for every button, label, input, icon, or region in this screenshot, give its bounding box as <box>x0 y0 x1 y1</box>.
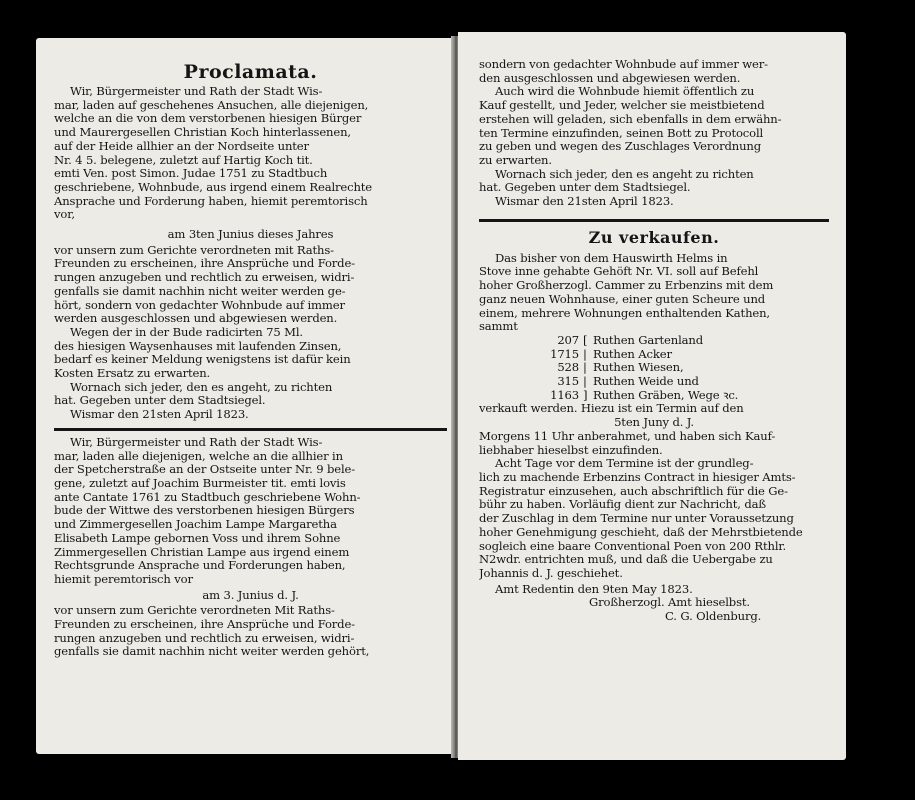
notice1-paragraph3 <box>54 381 447 408</box>
continued-text <box>479 58 829 85</box>
text-line: Registratur einzusehen, auch abschriftlich für die Ge- <box>479 484 788 498</box>
list-item <box>479 334 829 348</box>
item-quantity: 1163 <box>550 387 579 402</box>
text-line: Zimmergesellen Christian Lampe aus irgend einem <box>54 545 350 559</box>
text-line: bühr zu haben. Vorläufig dient zur Nachricht, daß <box>479 498 766 512</box>
bracket-icon: | <box>583 360 587 375</box>
sale-intro <box>479 252 829 334</box>
text-line: auf der Heide allhier an der Nordseite unter <box>54 139 309 153</box>
text-line: zu erwarten. <box>479 153 552 167</box>
text-line: rungen anzugeben und rechtlich zu erweisen, widri- <box>54 271 355 285</box>
sale-paragraph3 <box>479 457 829 580</box>
text-line: hat. Gegeben unter dem Stadtsiegel. <box>54 394 266 408</box>
text-line: mar, laden alle diejenigen, welche an die allhier in <box>54 449 343 463</box>
text-line: des hiesigen Waysenhauses mit laufenden Zinsen, <box>54 339 342 353</box>
text-line: geschriebene, Wohnbude, aus irgend einem Realrechte <box>54 180 373 194</box>
text-line: ante Cantate 1761 zu Stadtbuch geschriebene Wohn- <box>54 490 361 504</box>
text-line: den ausgeschlossen und abgewiesen werden. <box>479 71 741 85</box>
item-description: Ruthen Acker <box>593 346 672 361</box>
section-divider <box>54 428 447 431</box>
left-page <box>36 38 454 754</box>
notice1-signature: Wismar den 21sten April 1823. <box>70 408 249 422</box>
text-line: Ansprache und Forderung haben, hiemit peremtorisch <box>54 194 368 208</box>
text-line: genfalls sie damit nachhin nicht weiter werden gehört, <box>54 645 370 659</box>
bracket-icon: [ <box>583 332 588 347</box>
notice1-continuation <box>54 244 447 326</box>
text-line: Das bisher von dem Hauswirth Helms in <box>495 251 728 265</box>
right-column <box>479 58 829 624</box>
text-line: einem, mehrere Wohnungen enthaltenden Kathen, <box>479 306 770 320</box>
text-line: Auch wird die Wohnbude hiemit öffentlich zu <box>495 85 755 99</box>
left-column <box>54 38 447 659</box>
text-line: vor unsern zum Gerichte verordneten Mit Raths- <box>54 604 335 618</box>
sale-signature-date: Amt Redentin den 9ten May 1823. <box>495 582 693 596</box>
sale-title: Zu verkaufen. <box>588 227 720 247</box>
bracket-icon: ] <box>583 387 588 402</box>
text-line: genfalls sie damit nachhin nicht weiter werden ge- <box>54 284 346 298</box>
text-line: Wir, Bürgermeister und Rath der Stadt Wis- <box>70 435 323 449</box>
notice1-date: am 3ten Junius dieses Jahres <box>167 228 334 242</box>
text-line: sogleich eine baare Conventional Poen von 200 Rthlr. <box>479 539 787 553</box>
text-line: Rechtsgrunde Ansprache und Forderungen haben, <box>54 559 346 573</box>
text-line: sondern von gedachter Wohnbude auf immer wer- <box>479 58 768 71</box>
text-line: mar, laden auf geschehenes Ansuchen, alle diejenigen, <box>54 98 369 112</box>
text-line: Freunden zu erscheinen, ihre Ansprüche und Forde- <box>54 618 355 632</box>
notice2-continuation <box>54 604 447 659</box>
text-line: welche an die von dem verstorbenen hiesigen Bürger <box>54 112 362 126</box>
text-line: liebhaber hieselbst einzufinden. <box>479 443 663 457</box>
text-line: sammt <box>479 320 518 334</box>
text-line: Kauf gestellt, und Jeder, welcher sie meistbietend <box>479 99 765 113</box>
text-line: bedarf es keiner Meldung wenigstens ist dafür kein <box>54 353 351 367</box>
text-line: N2wdr. entrichten muß, und daß die Uebergabe zu <box>479 553 773 567</box>
text-line: Acht Tage vor dem Termine ist der grundleg- <box>495 457 754 471</box>
closing-paragraph <box>479 168 829 195</box>
item-description: Ruthen Gräben, Wege ꝛc. <box>593 387 739 402</box>
text-line: verkauft werden. Hiezu ist ein Termin auf den <box>479 402 744 416</box>
notice2-body <box>54 436 447 587</box>
notice1-body <box>54 85 447 222</box>
text-line: Nr. 4 5. belegene, zuletzt auf Hartig Koch tit. <box>54 153 313 167</box>
signature-date: Wismar den 21sten April 1823. <box>495 195 674 209</box>
text-line: hat. Gegeben unter dem Stadtsiegel. <box>479 181 691 195</box>
text-line: und Maurergesellen Christian Koch hinterlassenen, <box>54 126 351 140</box>
item-quantity: 315 <box>557 374 579 389</box>
text-line: emti Ven. post Simon. Judae 1751 zu Stadtbuch <box>54 167 328 181</box>
text-line: Freunden zu erscheinen, ihre Ansprüche und Forde- <box>54 257 355 271</box>
text-line: Kosten Ersatz zu erwarten. <box>54 367 211 381</box>
text-line: Stove inne gehabte Gehöft Nr. VI. soll auf Befehl <box>479 265 759 279</box>
sale-signature-name: C. G. Oldenburg. <box>665 610 762 624</box>
item-quantity: 528 <box>557 360 579 375</box>
text-line: hoher Genehmigung geschieht, daß der Mehrstbietende <box>479 525 803 539</box>
list-item <box>479 361 829 375</box>
text-line: werden ausgeschlossen und abgewiesen werden. <box>54 312 338 326</box>
item-quantity: 1715 <box>550 346 579 361</box>
text-line: vor unsern zum Gerichte verordneten mit Raths- <box>54 243 334 257</box>
text-line: 5ten Juny d. J. <box>614 416 694 430</box>
text-line: der Zuschlag in dem Termine nur unter Voraussetzung <box>479 512 794 526</box>
sale-after <box>479 402 829 429</box>
text-line: Wornach sich jeder, den es angeht, zu richten <box>70 380 333 394</box>
text-line: und Zimmergesellen Joachim Lampe Margaretha <box>54 518 337 532</box>
text-line: bude der Wittwe des verstorbenen hiesigen Bürgers <box>54 504 355 518</box>
text-line: ten Termine einzufinden, seinen Bott zu Protocoll <box>479 126 764 140</box>
item-description: Ruthen Weide und <box>593 374 699 389</box>
text-line: vor, <box>54 208 75 222</box>
item-quantity: 207 <box>557 332 579 347</box>
text-line: hoher Großherzogl. Cammer zu Erbenzins mit dem <box>479 279 774 293</box>
bracket-icon: | <box>583 346 587 361</box>
section-divider <box>479 219 829 222</box>
list-item <box>479 375 829 389</box>
notice2-date: am 3. Junius d. J. <box>202 588 299 602</box>
text-line: der Spetcherstraße an der Ostseite unter Nr. 9 bele- <box>54 463 356 477</box>
text-line: Wegen der in der Bude radicirten 75 Ml. <box>70 325 303 339</box>
text-line: Wornach sich jeder, den es angeht zu richten <box>495 167 754 181</box>
text-line: zu geben und wegen des Zuschlages Verordnung <box>479 140 762 154</box>
notice1-paragraph2 <box>54 326 447 381</box>
text-line: Wir, Bürgermeister und Rath der Stadt Wis- <box>70 85 323 98</box>
text-line: rungen anzugeben und rechtlich zu erweisen, widri- <box>54 631 355 645</box>
text-line: Johannis d. J. geschiehet. <box>479 566 623 580</box>
text-line: erstehen will geladen, sich ebenfalls in dem erwähn- <box>479 112 782 126</box>
list-item <box>479 389 829 403</box>
bracket-icon: | <box>583 374 587 389</box>
text-line: Elisabeth Lampe gebornen Voss und ihrem Sohne <box>54 531 341 545</box>
text-line: ganz neuen Wohnhause, einer guten Scheure und <box>479 292 766 306</box>
text-line: hiemit peremtorisch vor <box>54 572 193 586</box>
land-items <box>479 334 829 403</box>
item-description: Ruthen Wiesen, <box>593 360 684 375</box>
text-line: gene, zuletzt auf Joachim Burmeister tit. emti lovis <box>54 476 346 490</box>
text-line: Morgens 11 Uhr anberahmet, und haben sich Kauf- <box>479 429 776 443</box>
auction-paragraph <box>479 85 829 167</box>
text-line: hört, sondern von gedachter Wohnbude auf immer <box>54 298 345 312</box>
right-page <box>458 32 846 760</box>
list-item <box>479 348 829 362</box>
sale-paragraph2 <box>479 430 829 457</box>
item-description: Ruthen Gartenland <box>593 332 703 347</box>
proclamata-title: Proclamata. <box>183 61 318 83</box>
sale-signature-office: Großherzogl. Amt hieselbst. <box>589 596 750 610</box>
text-line: lich zu machende Erbenzins Contract in hiesiger Amts- <box>479 470 796 484</box>
